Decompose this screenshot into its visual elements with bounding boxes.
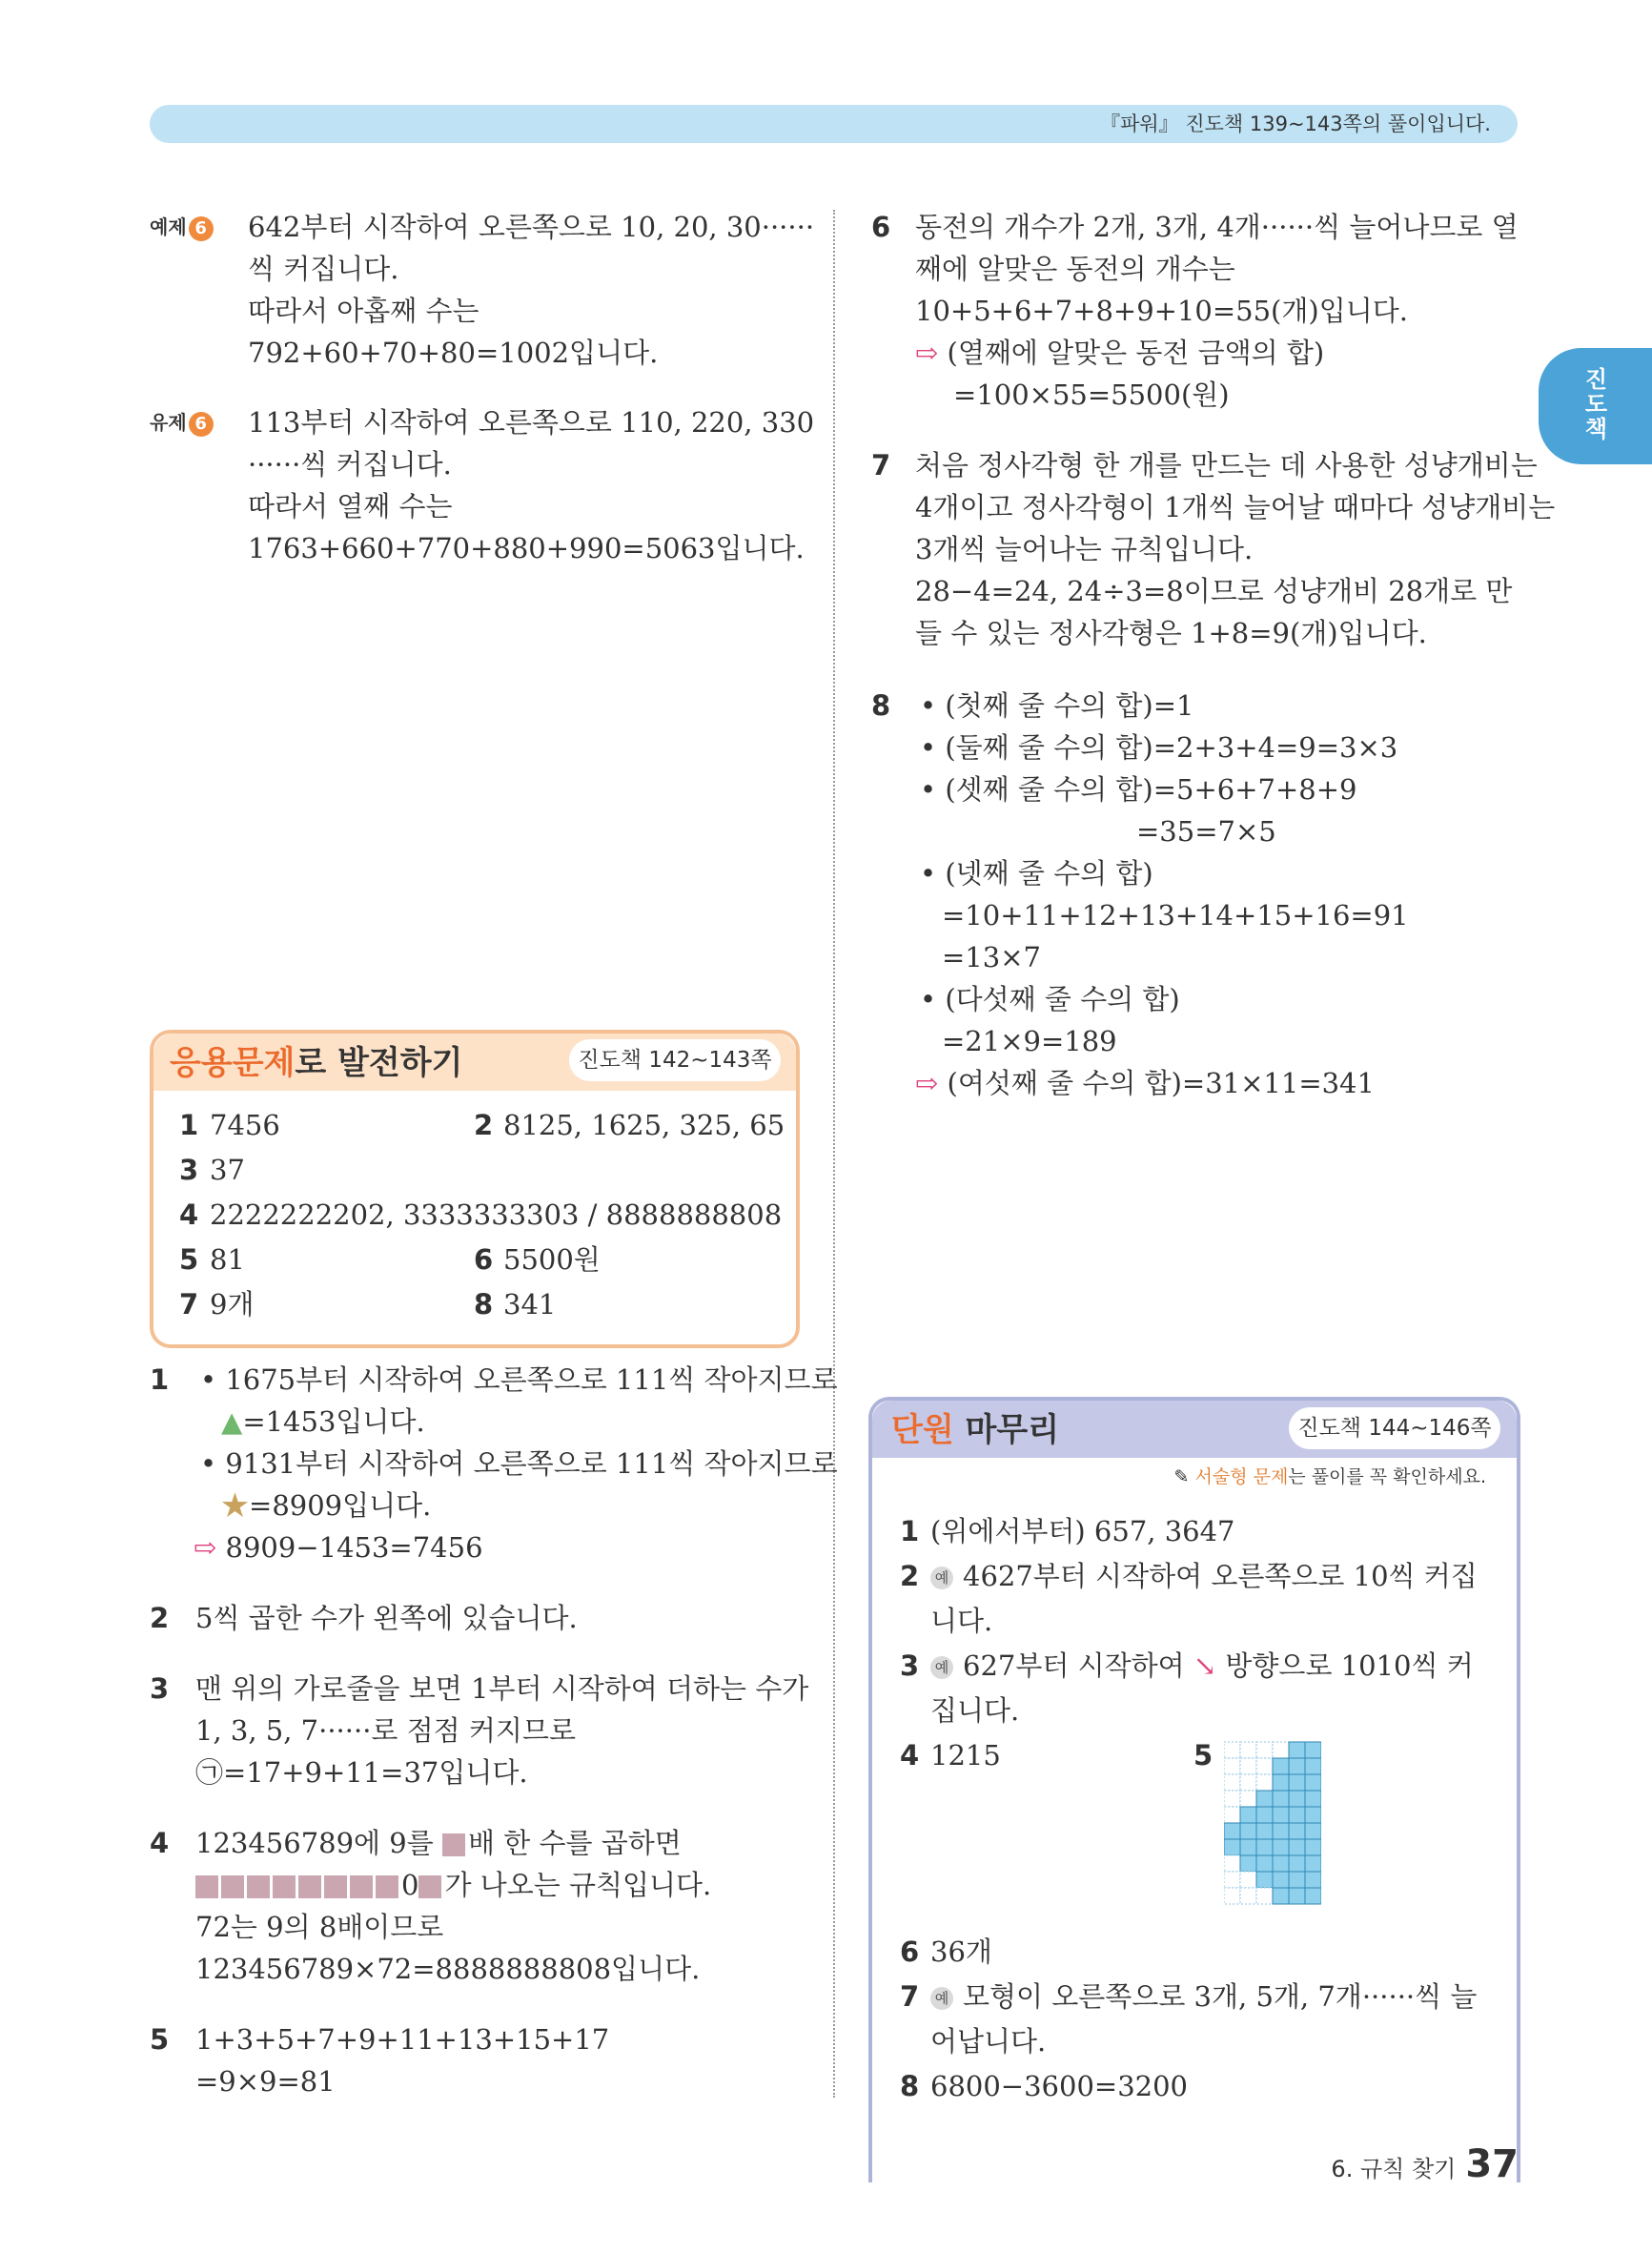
problem-number: 6 xyxy=(871,211,891,243)
solution-line: 처음 정사각형 한 개를 만드는 데 사용한 성냥개비는 xyxy=(915,449,1538,481)
answer-line: 니다. xyxy=(930,1605,993,1637)
answer-line: 6800−3600=3200 xyxy=(930,2070,1189,2102)
blank-square-icon xyxy=(442,1833,465,1856)
filled-tile xyxy=(1256,1791,1273,1807)
filled-tile xyxy=(1305,1872,1321,1888)
solution-line xyxy=(195,1822,682,1864)
solution-line xyxy=(195,1864,711,1906)
blank-square-icon xyxy=(350,1875,373,1898)
page-reference: 진도책 142~143쪽 xyxy=(569,1039,781,1081)
empty-tile xyxy=(1240,1742,1256,1758)
filled-tile xyxy=(1273,1872,1289,1888)
empty-tile xyxy=(1240,1758,1256,1774)
filled-tile xyxy=(1224,1839,1240,1855)
answer-number: 1 xyxy=(179,1109,199,1141)
filled-tile xyxy=(1305,1855,1321,1872)
example-tag xyxy=(150,206,214,248)
solution-line: 3개씩 늘어나는 규칙입니다. xyxy=(915,533,1254,565)
pencil-icon: ✎ xyxy=(1173,1466,1190,1487)
solution-text: 0 xyxy=(401,1869,419,1901)
header-banner xyxy=(150,105,1518,143)
diagonal-arrow-icon: ↘ xyxy=(1193,1649,1217,1682)
filled-tile xyxy=(1256,1855,1273,1872)
exercise-line: 113부터 시작하여 오른쪽으로 110, 220, 330 xyxy=(248,406,815,439)
empty-tile xyxy=(1224,1774,1240,1791)
filled-tile xyxy=(1240,1839,1256,1855)
filled-tile xyxy=(1224,1823,1240,1839)
empty-tile xyxy=(1256,1888,1273,1904)
solution-line: 째에 알맞은 동전의 개수는 xyxy=(915,253,1235,285)
empty-tile xyxy=(1273,1742,1289,1758)
blank-square-icon xyxy=(195,1875,218,1898)
filled-tile xyxy=(1289,1839,1305,1855)
solution-line: 들 수 있는 정사각형은 1+8=9(개)입니다. xyxy=(915,617,1427,649)
header-text: 『파워』 진도책 139~143쪽의 풀이입니다. xyxy=(1100,113,1491,135)
answer-line xyxy=(930,1976,1477,2017)
empty-tile xyxy=(1240,1888,1256,1904)
arrow-icon: ⇨ xyxy=(915,1067,939,1099)
solution-line: 28−4=24, 24÷3=8이므로 성냥개비 28개로 만 xyxy=(915,575,1513,607)
filled-tile xyxy=(1240,1855,1256,1872)
answer-value: 5500원 xyxy=(503,1243,601,1276)
problem-number: 4 xyxy=(150,1827,170,1859)
solution-line: • (둘째 줄 수의 합)=2+3+4=9=3×3 xyxy=(920,731,1398,764)
exercise-line: ······씩 커집니다. xyxy=(248,448,452,481)
solution-line: • 1675부터 시작하여 오른쪽으로 111씩 작아지므로 xyxy=(200,1363,838,1396)
answer-number: 3 xyxy=(900,1649,920,1682)
filled-tile xyxy=(1305,1774,1321,1791)
answer-number: 5 xyxy=(179,1243,199,1276)
filled-tile xyxy=(1256,1823,1273,1839)
answer-line: (위에서부터) 657, 3647 xyxy=(930,1515,1235,1547)
blank-square-icon xyxy=(273,1875,296,1898)
answer-value: 2222222202, 3333333303 / 8888888808 xyxy=(210,1198,783,1231)
applied-problems-title xyxy=(170,1034,462,1092)
blank-square-icon xyxy=(376,1875,398,1898)
filled-tile xyxy=(1305,1807,1321,1823)
solution-line: 10+5+6+7+8+9+10=55(개)입니다. xyxy=(915,295,1408,327)
page-reference: 진도책 144~146쪽 xyxy=(1289,1407,1500,1449)
solution-line: =13×7 xyxy=(942,941,1041,973)
answer-value: 341 xyxy=(503,1288,557,1321)
note-highlight: 서술형 문제 xyxy=(1194,1466,1289,1487)
answer-text: 모형이 오른쪽으로 3개, 5개, 7개······씩 늘 xyxy=(963,1980,1478,2013)
solution-line: ㉠=17+9+11=37입니다. xyxy=(195,1756,528,1789)
title-highlight: 단원 xyxy=(891,1411,954,1449)
filled-tile xyxy=(1289,1823,1305,1839)
empty-tile xyxy=(1240,1872,1256,1888)
answer-number: 2 xyxy=(900,1560,920,1592)
side-tab-label: 진도책 xyxy=(1581,367,1607,441)
blank-square-icon xyxy=(324,1875,347,1898)
column-divider xyxy=(833,210,835,2098)
solution-line: =35=7×5 xyxy=(1136,815,1276,848)
empty-tile xyxy=(1240,1791,1256,1807)
filled-tile xyxy=(1273,1774,1289,1791)
empty-tile xyxy=(1224,1742,1240,1758)
example-line: 792+60+70+80=1002입니다. xyxy=(248,337,659,369)
problem-number: 2 xyxy=(150,1602,170,1634)
answer-line: 36개 xyxy=(930,1936,992,1968)
blank-square-icon xyxy=(298,1875,321,1898)
problem-number: 8 xyxy=(871,689,891,722)
answer-line xyxy=(930,1645,1474,1687)
empty-tile xyxy=(1224,1791,1240,1807)
answer-text: 4627부터 시작하여 오른쪽으로 10씩 커집 xyxy=(963,1560,1478,1592)
tile-pattern-figure xyxy=(1224,1741,1321,1915)
answer-number: 4 xyxy=(900,1739,920,1772)
blank-square-icon xyxy=(221,1875,244,1898)
title-rest: 로 발전하기 xyxy=(295,1044,463,1082)
answer-value: 7456 xyxy=(210,1109,280,1141)
answer-line: 집니다. xyxy=(930,1694,1020,1727)
solution-text: 123456789에 9를 xyxy=(195,1827,434,1859)
solution-line: =10+11+12+13+14+15+16=91 xyxy=(942,899,1409,932)
problem-number: 7 xyxy=(871,449,891,481)
answer-number: 7 xyxy=(179,1288,199,1321)
filled-tile xyxy=(1305,1823,1321,1839)
filled-tile xyxy=(1273,1758,1289,1774)
example-tag-label: 예제 xyxy=(150,215,187,238)
filled-tile xyxy=(1289,1872,1305,1888)
solution-line: • 9131부터 시작하여 오른쪽으로 111씩 작아지므로 xyxy=(200,1447,838,1480)
answer-line: 어납니다. xyxy=(930,2025,1047,2058)
answer-number: 3 xyxy=(179,1154,199,1186)
filled-tile xyxy=(1289,1758,1305,1774)
answer-number: 8 xyxy=(474,1288,494,1321)
answer-value: 9개 xyxy=(210,1288,255,1321)
title-rest: 마무리 xyxy=(953,1411,1060,1449)
filled-tile xyxy=(1289,1742,1305,1758)
solution-line: • (다섯째 줄 수의 합) xyxy=(920,983,1180,1015)
title-highlight: 응용문제 xyxy=(170,1044,296,1082)
empty-tile xyxy=(1240,1774,1256,1791)
solution-line: 동전의 개수가 2개, 3개, 4개······씩 늘어나므로 열 xyxy=(915,211,1519,243)
page-number: 37 xyxy=(1465,2142,1519,2186)
answer-number: 2 xyxy=(474,1109,494,1141)
filled-tile xyxy=(1273,1791,1289,1807)
example-badge: 예 xyxy=(930,1656,953,1679)
solution-text: (열째에 알맞은 동전 금액의 합) xyxy=(947,337,1325,369)
problem-number: 5 xyxy=(150,2023,170,2056)
solution-line: 맨 위의 가로줄을 보면 1부터 시작하여 더하는 수가 xyxy=(195,1672,809,1705)
solution-line: 5씩 곱한 수가 왼쪽에 있습니다. xyxy=(195,1602,578,1634)
empty-tile xyxy=(1224,1888,1240,1904)
empty-tile xyxy=(1224,1855,1240,1872)
blank-square-icon xyxy=(418,1875,441,1898)
filled-tile xyxy=(1256,1807,1273,1823)
solution-line: 72는 9의 8배이므로 xyxy=(195,1911,444,1943)
empty-tile xyxy=(1224,1758,1240,1774)
solution-line: =9×9=81 xyxy=(195,2065,336,2098)
solution-line: 1+3+5+7+9+11+13+15+17 xyxy=(195,2023,610,2056)
filled-tile xyxy=(1289,1855,1305,1872)
arrow-icon: ⇨ xyxy=(915,337,939,369)
empty-tile xyxy=(1256,1758,1273,1774)
example-line: 씩 커집니다. xyxy=(248,253,399,285)
filled-tile xyxy=(1305,1791,1321,1807)
example-tag-number: 6 xyxy=(189,216,214,241)
solution-line: 1, 3, 5, 7······로 점점 커지므로 xyxy=(195,1714,576,1747)
solution-line xyxy=(915,1062,1375,1104)
exercise-line: 따라서 열째 수는 xyxy=(248,490,453,522)
filled-tile xyxy=(1273,1807,1289,1823)
empty-tile xyxy=(1256,1774,1273,1791)
solution-line: • (넷째 줄 수의 합) xyxy=(920,857,1153,890)
solution-line xyxy=(915,332,1324,374)
exercise-tag-label: 유제 xyxy=(150,411,187,434)
problem-number: 3 xyxy=(150,1672,170,1705)
filled-tile xyxy=(1273,1855,1289,1872)
problem-number: 1 xyxy=(150,1363,170,1396)
triangle-icon: ▲ xyxy=(221,1405,243,1438)
answer-number: 7 xyxy=(900,1980,920,2013)
answer-text: 방향으로 1010씩 커 xyxy=(1225,1649,1474,1682)
solution-line: =21×9=189 xyxy=(942,1025,1117,1057)
answer-number: 4 xyxy=(179,1198,199,1231)
unit-review-title xyxy=(891,1402,1059,1459)
filled-tile xyxy=(1289,1807,1305,1823)
filled-tile xyxy=(1305,1758,1321,1774)
example-line: 642부터 시작하여 오른쪽으로 10, 20, 30······ xyxy=(248,211,815,243)
filled-tile xyxy=(1305,1839,1321,1855)
solution-line: • (첫째 줄 수의 합)=1 xyxy=(920,689,1194,722)
solution-text: 배 한 수를 곱하면 xyxy=(467,1827,682,1859)
answer-number: 1 xyxy=(900,1515,920,1547)
solution-text: 가 나오는 규칙입니다. xyxy=(444,1869,712,1901)
example-badge: 예 xyxy=(930,1987,953,2010)
solution-line xyxy=(221,1401,425,1443)
answer-number: 6 xyxy=(900,1936,920,1968)
empty-tile xyxy=(1224,1872,1240,1888)
exercise-tag-number: 6 xyxy=(189,412,214,437)
filled-tile xyxy=(1289,1791,1305,1807)
answer-value: 81 xyxy=(210,1243,245,1276)
filled-tile xyxy=(1273,1888,1289,1904)
filled-tile xyxy=(1240,1807,1256,1823)
exercise-tag xyxy=(150,401,214,443)
page-footer xyxy=(1331,2136,1519,2201)
answer-value: 37 xyxy=(210,1154,245,1186)
solution-line xyxy=(221,1485,431,1526)
filled-tile xyxy=(1273,1839,1289,1855)
empty-tile xyxy=(1256,1742,1273,1758)
answer-text: 627부터 시작하여 xyxy=(963,1649,1185,1682)
filled-tile xyxy=(1240,1823,1256,1839)
solution-line: 4개이고 정사각형이 1개씩 늘어날 때마다 성냥개비는 xyxy=(915,491,1556,523)
answer-number: 5 xyxy=(1193,1739,1214,1772)
empty-tile xyxy=(1224,1807,1240,1823)
filled-tile xyxy=(1305,1888,1321,1904)
filled-tile xyxy=(1289,1774,1305,1791)
answer-value: 8125, 1625, 325, 65 xyxy=(503,1109,785,1141)
solution-line xyxy=(194,1526,483,1568)
solution-line: =100×55=5500(원) xyxy=(953,379,1230,411)
filled-tile xyxy=(1273,1823,1289,1839)
star-icon: ★ xyxy=(221,1489,250,1522)
solution-line: 123456789×72=8888888808입니다. xyxy=(195,1953,701,1985)
solution-text: 8909−1453=7456 xyxy=(225,1531,483,1564)
solution-text: =8909입니다. xyxy=(249,1489,432,1522)
solution-text: =1453입니다. xyxy=(242,1405,425,1438)
solution-text: (여섯째 줄 수의 합)=31×11=341 xyxy=(947,1067,1375,1099)
filled-tile xyxy=(1256,1872,1273,1888)
answer-number: 8 xyxy=(900,2070,920,2102)
answer-number: 6 xyxy=(474,1243,494,1276)
note-text: 는 풀이를 꼭 확인하세요. xyxy=(1288,1466,1486,1487)
answer-line xyxy=(930,1555,1478,1597)
blank-square-icon xyxy=(247,1875,270,1898)
filled-tile xyxy=(1256,1839,1273,1855)
filled-tile xyxy=(1289,1888,1305,1904)
example-badge: 예 xyxy=(930,1567,953,1589)
descriptive-note xyxy=(1174,1461,1486,1493)
example-line: 따라서 아홉째 수는 xyxy=(248,295,479,327)
solution-line: • (셋째 줄 수의 합)=5+6+7+8+9 xyxy=(920,773,1357,806)
exercise-line: 1763+660+770+880+990=5063입니다. xyxy=(248,532,805,564)
answer-line: 1215 xyxy=(930,1739,1001,1772)
filled-tile xyxy=(1305,1742,1321,1758)
arrow-icon: ⇨ xyxy=(194,1531,217,1564)
section-title: 6. 규칙 찾기 xyxy=(1331,2156,1457,2182)
